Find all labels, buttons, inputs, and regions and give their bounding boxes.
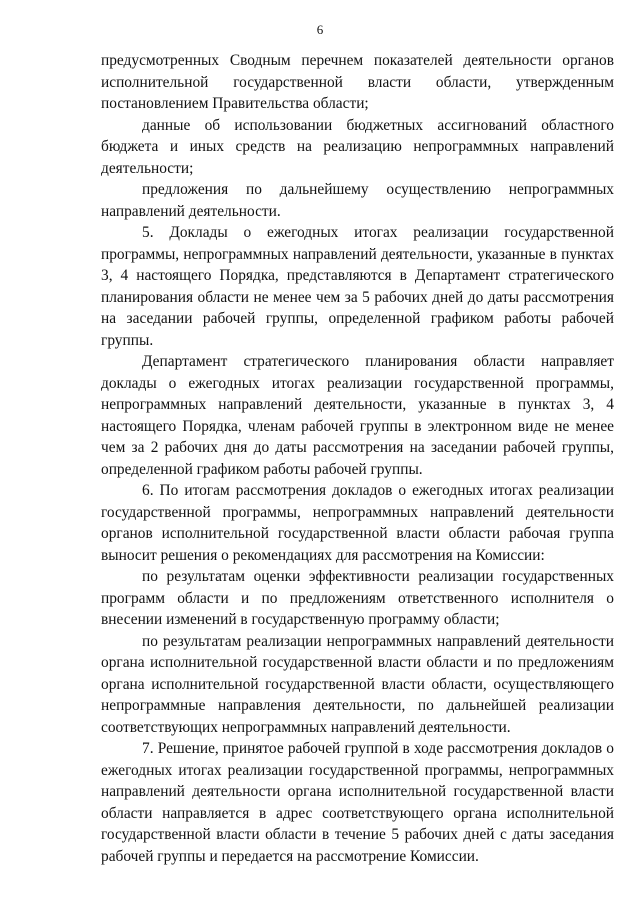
paragraph-8: по результатам реализации непрограммных направлений деятельности органа исполнительной государственной власти области и по предложениям органа исполнительной государственной власти области, осуществляющего непрограммные направления деятельности, по дальнейшей реализации соответствующих непрограммных направлений деятельности. [101,632,614,736]
paragraph-1: предусмотренных Сводным перечнем показателей деятельности органов исполнительной государственной власти области, утвержденным постановлением Правительства области; [101,52,614,112]
document-body [101,50,614,867]
page-number: 6 [316,22,324,37]
paragraph-2: данные об использовании бюджетных ассигнований областного бюджета и иных средств на реализацию непрограммных направлений деятельности; [101,116,614,177]
paragraph-5: Департамент стратегического планирования области направляет доклады о ежегодных итогах реализации государственной программы, непрограммных направлений деятельности, указанные в пунктах 3, 4 настоящего Порядка, членам рабочей группы в электронном виде не менее чем за 2 рабочих дня до даты рассмотрения на заседании рабочей группы, определенной графиком работы рабочей группы. [101,353,614,478]
paragraph-9: 7. Решение, принятое рабочей группой в ходе рассмотрения докладов о ежегодных итогах реализации государственной программы, непрограммных направлений деятельности органа исполнительной государственной власти области направляется в адрес соответствующего органа исполнительной государственной власти области в течение 5 рабочих дней с даты заседания рабочей группы и передается на рассмотрение Комиссии. [101,740,614,865]
paragraph-6: 6. По итогам рассмотрения докладов о ежегодных итогах реализации государственной программы, непрограммных направлений деятельности органов исполнительной государственной власти области рабочая группа выносит решения о рекомендациях для рассмотрения на Комиссии: [101,482,614,564]
paragraph-3: предложения по дальнейшему осуществлению непрограммных направлений деятельности. [101,181,614,220]
paragraph-4: 5. Доклады о ежегодных итогах реализации государственной программы, непрограммных направлений деятельности, указанные в пунктах 3, 4 настоящего Порядка, представляются в Департамент стратегического планирования области не менее чем за 5 рабочих дней до даты рассмотрения на заседании рабочей группы, определенной графиком работы рабочей группы. [101,224,614,349]
paragraph-7: по результатам оценки эффективности реализации государственных программ области и по предложениям ответственного исполнителя о внесении изменений в государственную программу области; [101,568,614,628]
